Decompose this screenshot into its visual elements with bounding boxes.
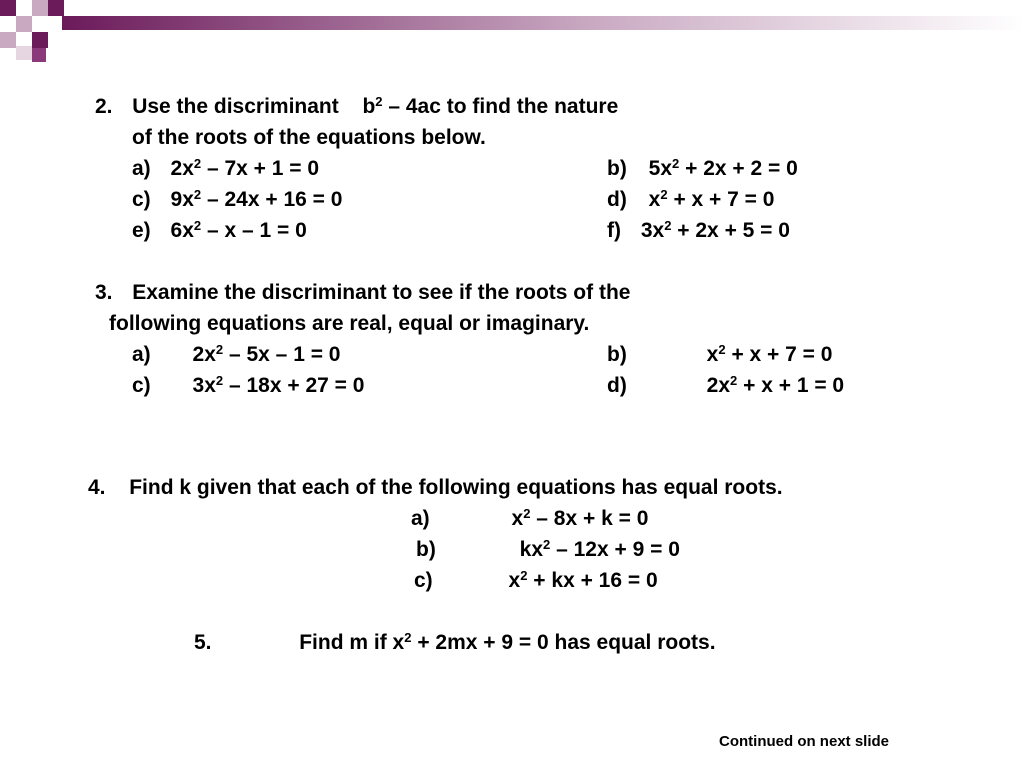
- eq-coef: 9x: [170, 188, 194, 211]
- q4-eq-b: [416, 538, 680, 562]
- eq-coef: 2x: [706, 374, 731, 397]
- eq-coef: 6x: [170, 219, 194, 242]
- q2-number: 2.: [95, 95, 113, 118]
- eq-coef: x: [511, 507, 524, 530]
- eq-rest: + x + 7 = 0: [673, 188, 775, 211]
- eq-exp: 2: [523, 506, 531, 521]
- discriminant-rest: – 4ac: [388, 95, 441, 118]
- eq-label: b): [416, 538, 436, 561]
- eq-label: d): [607, 188, 627, 211]
- q4-eq-a: [411, 507, 648, 531]
- eq-label: a): [411, 507, 430, 530]
- q2-eq-c: [132, 188, 342, 212]
- eq-rest: – x – 1 = 0: [206, 219, 307, 242]
- eq-rest: – 18x + 27 = 0: [228, 374, 365, 397]
- eq-label: a): [132, 343, 151, 366]
- q2-eq-f: [607, 219, 790, 243]
- eq-exp: 2: [215, 373, 224, 388]
- q4-line1: [88, 476, 783, 500]
- eq-label: c): [132, 188, 151, 211]
- eq-rest: + 2x + 2 = 0: [685, 157, 798, 180]
- q2-eq-e: [132, 219, 307, 243]
- deco-square: [32, 48, 46, 62]
- q3-eq-b: [607, 343, 832, 367]
- deco-square: [32, 0, 48, 16]
- deco-square: [16, 46, 32, 60]
- q4-intro: Find k given that each of the following equations has equal roots.: [129, 476, 783, 499]
- q3-eq-d: [607, 374, 844, 398]
- eq-coef: x: [648, 188, 661, 211]
- header-decoration: [0, 0, 1024, 64]
- eq-exp: 2: [718, 342, 726, 357]
- eq-rest: – 7x + 1 = 0: [206, 157, 320, 180]
- q3-number: 3.: [95, 281, 113, 304]
- eq-rest: – 24x + 16 = 0: [206, 188, 343, 211]
- q2-eq-b: [607, 157, 798, 181]
- deco-square: [48, 0, 64, 16]
- header-gradient-bar: [62, 16, 1024, 30]
- eq-rest: – 12x + 9 = 0: [556, 538, 680, 561]
- q2-line2: of the roots of the equations below.: [132, 126, 486, 149]
- q3-eq-c: [132, 374, 364, 398]
- eq-rest: + x + 1 = 0: [743, 374, 845, 397]
- eq-label: c): [414, 569, 433, 592]
- eq-label: d): [607, 374, 627, 397]
- eq-exp: 2: [193, 156, 202, 171]
- eq-coef: x: [508, 569, 521, 592]
- eq-exp: 2: [520, 568, 528, 583]
- eq-coef: 3x: [192, 374, 216, 397]
- eq-rest: + 2x + 5 = 0: [677, 219, 790, 242]
- eq-coef: 2x: [192, 343, 216, 366]
- eq-rest: – 5x – 1 = 0: [228, 343, 341, 366]
- eq-exp: 2: [193, 218, 202, 233]
- eq-rest: + kx + 16 = 0: [533, 569, 658, 592]
- eq-coef: 3x: [640, 219, 665, 242]
- eq-exp: 2: [660, 187, 668, 202]
- q3-line1: [95, 281, 630, 305]
- deco-square: [32, 32, 48, 48]
- q2-intro: Use the discriminant: [132, 95, 339, 118]
- eq-exp: 2: [215, 342, 224, 357]
- eq-label: b): [607, 343, 627, 366]
- eq-label: b): [607, 157, 627, 180]
- eq-coef: x: [392, 631, 405, 654]
- deco-square: [16, 16, 32, 32]
- q5-intro: Find m if: [299, 631, 387, 654]
- eq-exp: 2: [664, 218, 672, 233]
- eq-coef: 2x: [170, 157, 194, 180]
- deco-square: [0, 32, 16, 48]
- eq-exp: 2: [730, 373, 738, 388]
- discriminant-exponent: 2: [375, 94, 383, 109]
- q3-intro: Examine the discriminant to see if the roots of the: [132, 281, 631, 304]
- eq-rest: – 8x + k = 0: [536, 507, 649, 530]
- eq-coef: 5x: [648, 157, 673, 180]
- eq-exp: 2: [543, 537, 551, 552]
- eq-exp: 2: [672, 156, 680, 171]
- eq-exp: 2: [404, 630, 412, 645]
- eq-label: f): [607, 219, 621, 242]
- q5-line: [194, 631, 716, 655]
- q3-line2: following equations are real, equal or imaginary.: [109, 312, 590, 335]
- q4-number: 4.: [88, 476, 106, 499]
- q4-eq-c: [414, 569, 658, 593]
- q2-eq-a: [132, 157, 319, 181]
- q3-eq-a: [132, 343, 340, 367]
- continued-note: Continued on next slide: [719, 733, 890, 750]
- discriminant-b: b: [362, 95, 376, 118]
- eq-coef: kx: [519, 538, 544, 561]
- q2-eq-d: [607, 188, 774, 212]
- eq-label: c): [132, 374, 151, 397]
- q2-intro-end: to find the nature: [446, 95, 619, 118]
- deco-square: [0, 0, 16, 16]
- eq-exp: 2: [193, 187, 202, 202]
- q5-rest: + 2mx + 9 = 0 has equal roots.: [417, 631, 716, 654]
- eq-rest: + x + 7 = 0: [731, 343, 833, 366]
- q2-line1: [95, 95, 618, 119]
- eq-coef: x: [706, 343, 719, 366]
- eq-label: e): [132, 219, 151, 242]
- eq-label: a): [132, 157, 151, 180]
- q5-number: 5.: [194, 631, 212, 654]
